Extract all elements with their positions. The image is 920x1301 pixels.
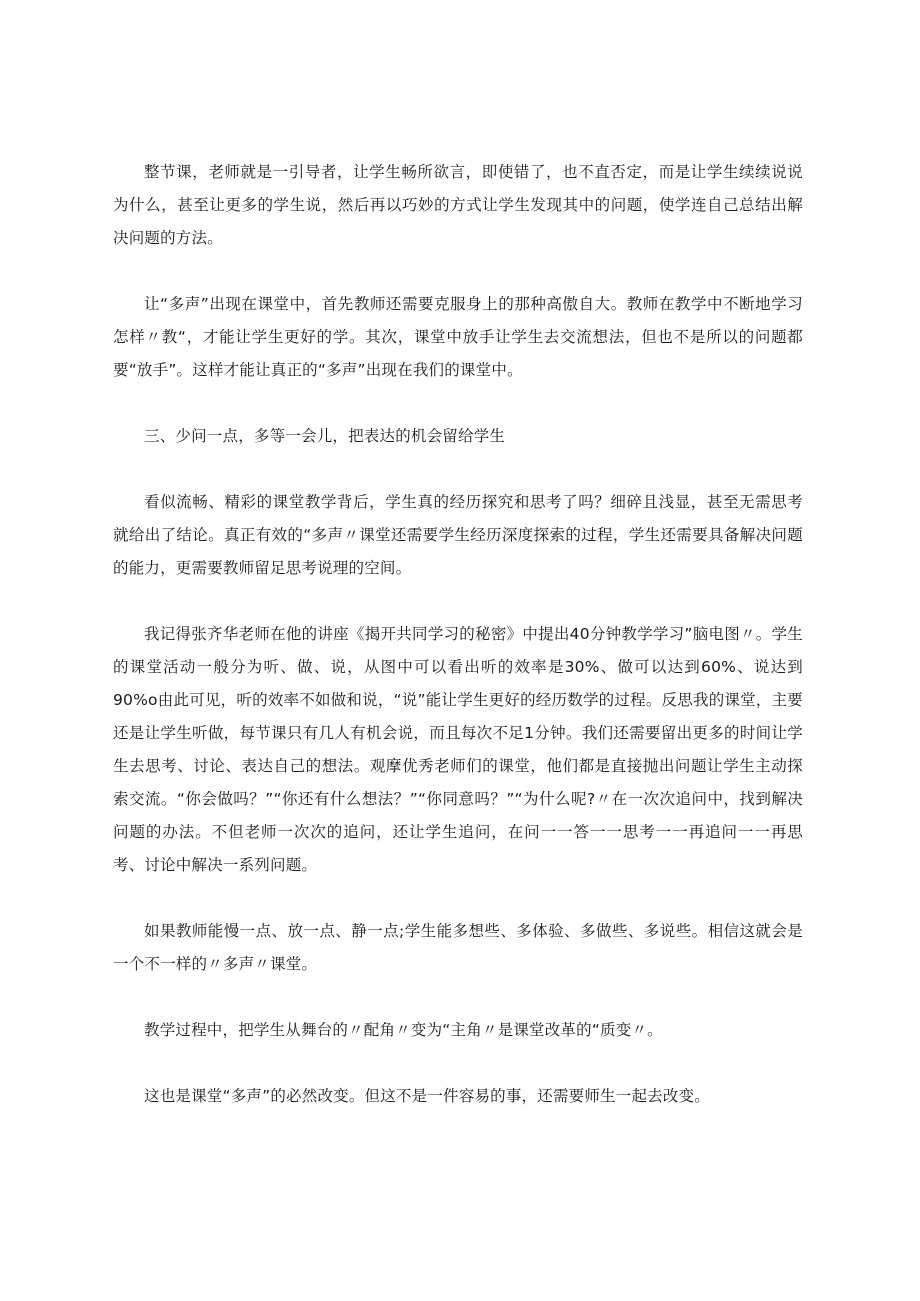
paragraph-4: 我记得张齐华老师在他的讲座《揭开共同学习的秘密》中提出40分钟教学学习”脑电图〃。学生的课堂活动一般分为听、做、说，从图中可以看出听的效率是30%、做可以达到60%、说达到90%o由此可见，听的效率不如做和说，“说”能让学生更好的经历数学的过程。反思我的课堂，主要还是让学生听做，每节课只有几人有机会说，而且每次不足1分钟。我们还需要留出更多的时间让学生去思考、讨论、表达自己的想法。观摩优秀老师们的课堂，他们都是直接抛出问题让学生主动探索交流。“你会做吗？”“你还有什么想法？”“你同意吗？”“为什么呢?〃在一次次追问中，找到解决问题的办法。不但老师一次次的追问，还让学生追问，在问一一答一一思考一一再追问一一再思考、讨论中解决一系列问题。 [113,625,803,874]
section-heading: 三、少问一点，多等一会儿，把表达的机会留给学生 [144,427,506,445]
paragraph-1: 整节课，老师就是一引导者，让学生畅所欲言，即使错了，也不直否定，而是让学生续续说说为什么，甚至让更多的学生说，然后再以巧妙的方式让学生发现其中的问题，使学连自己总结出解决问题的方法。 [113,163,803,247]
paragraph-6: 教学过程中，把学生从舞台的〃配角〃变为“主角〃是课堂改革的“质变〃。 [144,1021,663,1039]
document-body [113,156,803,1146]
paragraph-2: 让“多声”出现在课堂中，首先教师还需要克服身上的那种高傲自大。教师在教学中不断地学习怎样〃教“，才能让学生更好的学。其次，课堂中放手让学生去交流想法，但也不是所以的问题都要“放手”。这样才能让真正的“多声”出现在我们的课堂中。 [113,295,803,379]
paragraph-5: 如果教师能慢一点、放一点、静一点;学生能多想些、多体验、多做些、多说些。相信这就会是一个不一样的〃多声〃课堂。 [113,922,803,973]
paragraph-7: 这也是课堂“多声”的必然改变。但这不是一件容易的事，还需要师生一起去改变。 [144,1087,710,1105]
paragraph-3: 看似流畅、精彩的课堂教学背后，学生真的经历探究和思考了吗？细碎且浅显，甚至无需思考就给出了结论。真正有效的“多声〃课堂还需要学生经历深度探索的过程，学生还需要具备解决问题的能力，更需要教师留足思考说理的空间。 [113,493,803,577]
